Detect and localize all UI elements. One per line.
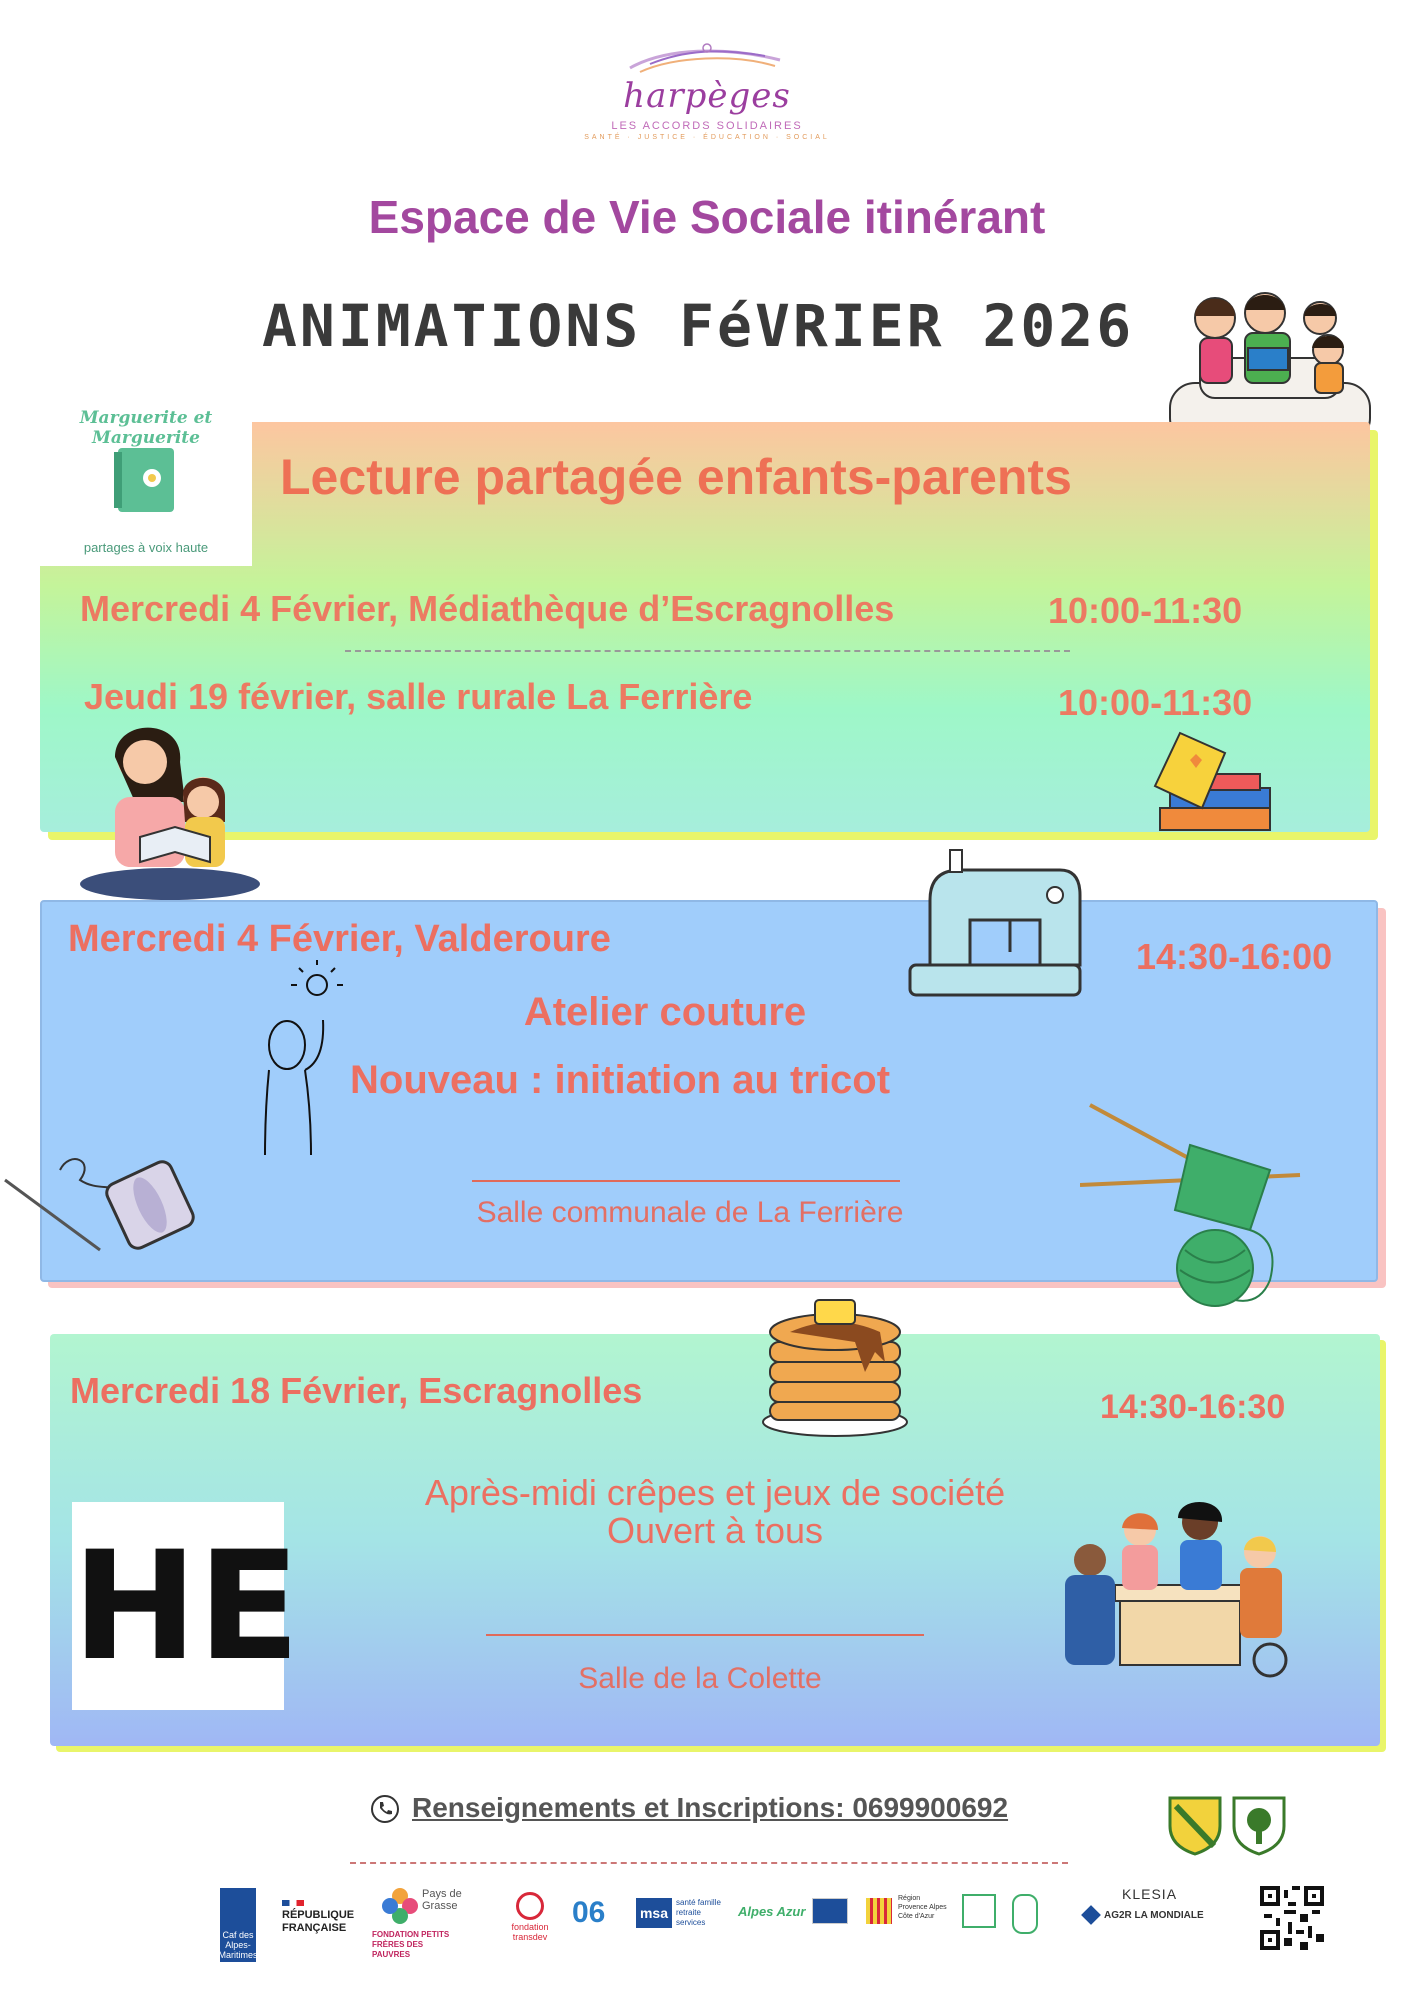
event2-date-place: Jeudi 19 février, salle rurale La Ferrière [84,676,753,717]
mother-child-reading-illustration [75,712,265,902]
partner-republique [282,1900,362,1935]
badge-title: Marguerite et Marguerite [79,408,213,448]
harpeges-logo-swoosh [625,38,785,80]
partner-petits-freres-label: FONDATION PETITS FRÈRES DES PAUVRES [372,1930,450,1959]
eu-flag-icon [812,1898,848,1924]
knitting-yarn-illustration [1080,1100,1320,1310]
partner-klesia: KLESIA [1122,1886,1178,1902]
crepes-line2: Ouvert à tous [606,1510,824,1551]
couture-line2: Nouveau : initiation au tricot [350,1058,891,1102]
page-subtitle: Espace de Vie Sociale itinérant [368,191,1046,243]
pancakes-illustration [760,1282,910,1442]
needle-thread-spool-illustration [0,1130,210,1260]
event-divider [345,650,1070,652]
board-game-players-illustration [1060,1500,1300,1680]
partner-msa [636,1898,672,1928]
event1-time: 10:00-11:30 [1048,590,1243,631]
qr-code-icon[interactable] [1260,1886,1324,1950]
region-flag-icon [866,1898,892,1924]
event1-date-place: Mercredi 4 Février, Médiathèque d’Escragnolles [80,588,895,629]
event2-time: 10:00-11:30 [1058,682,1253,723]
partner-caf [220,1888,256,1962]
couture-time: 14:30-16:00 [1136,936,1333,977]
marguerite-badge [40,400,252,566]
flower-logo-icon [380,1886,420,1926]
couture-date-place: Mercredi 4 Février, Valderoure [68,918,611,960]
logo-name: harpèges [623,76,791,116]
partner-pays-grasse-label: Pays de Grasse [422,1888,462,1912]
page-title: ANIMATIONS FéVRIER 2026 [262,292,1135,360]
footer-divider [350,1862,1068,1864]
crepes-place: Salle de la Colette [578,1662,822,1695]
partner-06: 06 [572,1896,606,1929]
books-stack-illustration [1150,728,1280,838]
partner-ag2r: AG2R LA MONDIALE [1104,1910,1204,1921]
partner-transdev [504,1892,556,1942]
fse-logo-icon [1012,1894,1038,1934]
leader-logo-icon [962,1894,996,1928]
logo-domains: SANTÉ · JUSTICE · ÉDUCATION · SOCIAL [584,134,830,141]
commune-shield-escragnolles-icon [1168,1796,1222,1856]
partner-msa-label: msa [639,1905,669,1921]
sewing-machine-illustration [890,840,1090,1010]
couture-place-line [472,1180,900,1182]
contact-text: Renseignements et Inscriptions: 0699900692 [412,1792,1009,1823]
logo-tagline: LES ACCORDS SOLIDAIRES [611,120,803,132]
partner-transdev-label: fondation transdev [511,1922,549,1942]
he-logo-text: HE [72,1520,301,1694]
partner-region: Région Provence Alpes Côte d'Azur [898,1895,947,1920]
badge-caption: partages à voix haute [83,540,209,555]
transdev-logo-icon [516,1892,544,1920]
crepes-line1: Après-midi crêpes et jeux de société [424,1472,1006,1513]
lecture-title: Lecture partagée enfants-parents [280,449,1072,505]
couture-line1: Atelier couture [523,990,807,1034]
partner-alpes-azur: Alpes Azur [738,1904,806,1919]
partner-msa-services: santé famille retraite services [676,1898,721,1927]
crepes-time: 14:30-16:30 [1100,1388,1286,1426]
commune-shield-ferriere-icon [1232,1796,1286,1856]
partner-caf-label: Caf des Alpes-Maritimes [218,1930,258,1960]
he-logo [72,1502,301,1710]
book-flower-icon [110,440,190,520]
ag2r-logo-icon [1081,1905,1101,1925]
crepes-date-place: Mercredi 18 Février, Escragnolles [70,1370,643,1411]
partner-pays-grasse [380,1886,470,1930]
couture-place: Salle communale de La Ferrière [476,1196,904,1229]
partner-republique-label: RÉPUBLIQUE FRANÇAISE [282,1909,355,1934]
crepes-place-line [486,1634,924,1636]
phone-icon [370,1794,400,1824]
marianne-flag-icon [282,1900,304,1906]
